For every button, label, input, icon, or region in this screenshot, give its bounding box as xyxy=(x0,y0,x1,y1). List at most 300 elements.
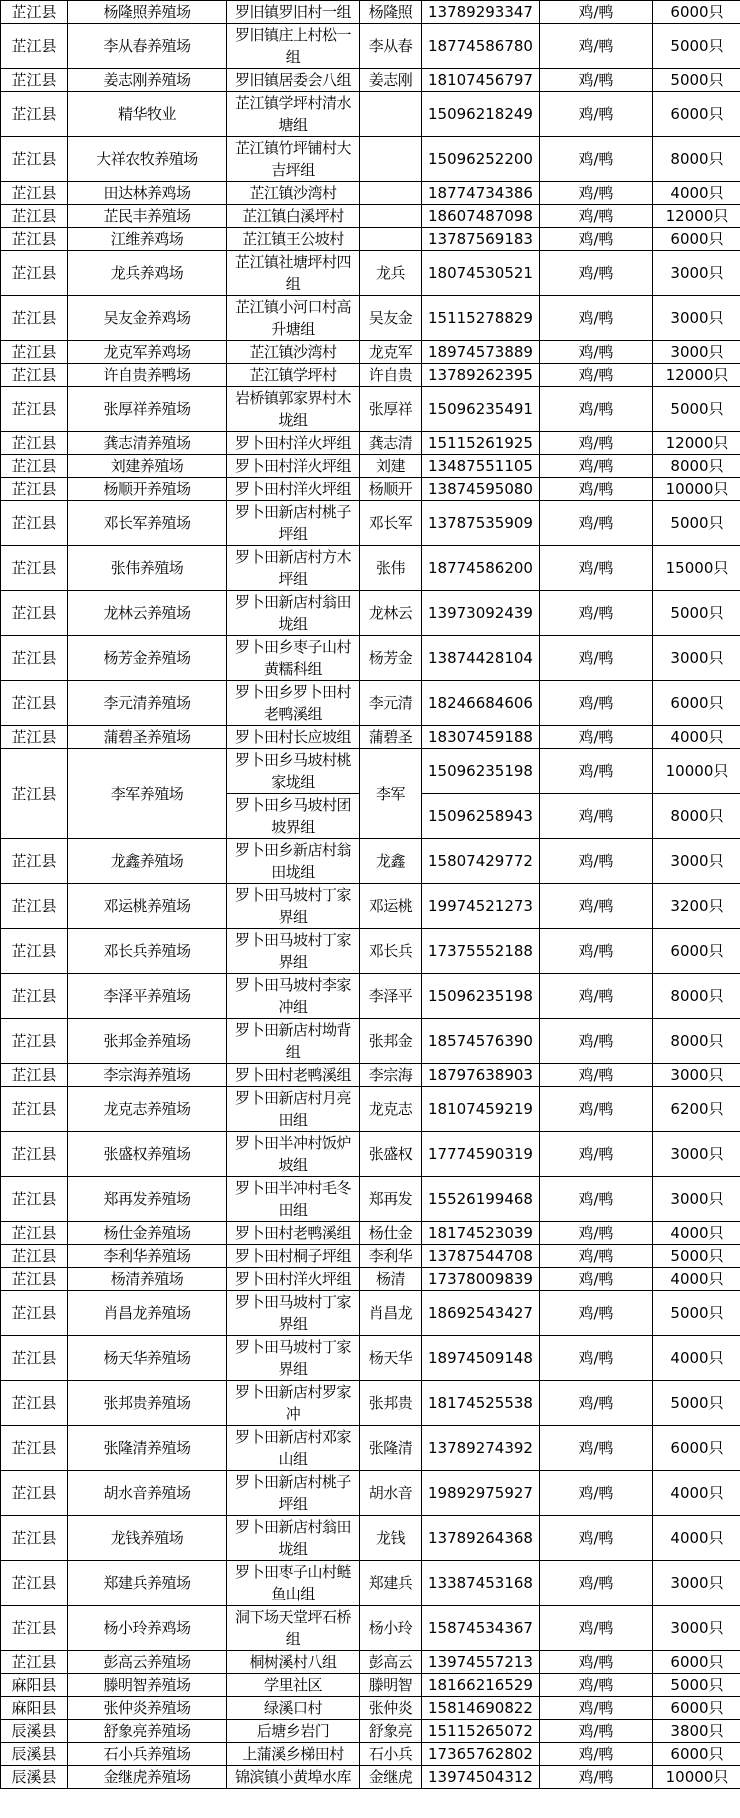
table-row xyxy=(1,478,740,501)
table-row xyxy=(1,1426,740,1471)
phone-cell: 18174523039 xyxy=(422,1222,540,1245)
county-cell: 芷江县 xyxy=(1,1561,68,1606)
type-cell: 鸡/鸭 xyxy=(540,387,653,432)
phone-cell: 18574576390 xyxy=(422,1019,540,1064)
table-row xyxy=(1,1743,740,1766)
contact-cell: 杨顺开 xyxy=(360,478,422,501)
type-cell: 鸡/鸭 xyxy=(540,432,653,455)
address-cell: 罗卜田新店村月亮田组 xyxy=(227,1087,360,1132)
quantity-cell: 4000只 xyxy=(653,726,740,749)
contact-cell: 杨隆照 xyxy=(360,1,422,24)
address-cell: 罗卜田村老鸭溪组 xyxy=(227,1064,360,1087)
table-row xyxy=(1,749,740,794)
farm-name-cell: 舒象亮养殖场 xyxy=(68,1720,227,1743)
county-cell: 芷江县 xyxy=(1,1087,68,1132)
type-cell: 鸡/鸭 xyxy=(540,1336,653,1381)
phone-cell: 15096235198 xyxy=(422,974,540,1019)
phone-cell: 17774590319 xyxy=(422,1132,540,1177)
contact-cell: 龙克军 xyxy=(360,341,422,364)
quantity-cell: 12000只 xyxy=(653,432,740,455)
address-cell: 罗卜田乡枣子山村黄糯科组 xyxy=(227,636,360,681)
type-cell: 鸡/鸭 xyxy=(540,839,653,884)
table-row xyxy=(1,681,740,726)
farm-name-cell: 芷民丰养殖场 xyxy=(68,205,227,228)
farm-name-cell: 龙克志养殖场 xyxy=(68,1087,227,1132)
table-row xyxy=(1,1697,740,1720)
address-cell: 罗卜田乡马坡村团坡界组 xyxy=(227,794,360,839)
farm-name-cell: 杨清养殖场 xyxy=(68,1268,227,1291)
farm-name-cell: 张厚祥养殖场 xyxy=(68,387,227,432)
farm-name-cell: 金继虎养殖场 xyxy=(68,1766,227,1789)
address-cell: 芷江镇沙湾村 xyxy=(227,182,360,205)
county-cell: 芷江县 xyxy=(1,1606,68,1651)
quantity-cell: 10000只 xyxy=(653,478,740,501)
contact-cell: 杨天华 xyxy=(360,1336,422,1381)
type-cell: 鸡/鸭 xyxy=(540,296,653,341)
phone-cell: 13787544708 xyxy=(422,1245,540,1268)
county-cell: 芷江县 xyxy=(1,1268,68,1291)
address-cell: 罗卜田村桐子坪组 xyxy=(227,1245,360,1268)
address-cell: 罗旧镇庄上村松一组 xyxy=(227,24,360,69)
phone-cell: 13874595080 xyxy=(422,478,540,501)
farm-name-cell: 邓长军养殖场 xyxy=(68,501,227,546)
farm-name-cell: 杨小玲养鸡场 xyxy=(68,1606,227,1651)
farm-name-cell: 李利华养殖场 xyxy=(68,1245,227,1268)
farm-name-cell: 张邦贵养殖场 xyxy=(68,1381,227,1426)
phone-cell: 15096218249 xyxy=(422,92,540,137)
county-cell: 芷江县 xyxy=(1,1336,68,1381)
farm-name-cell: 李宗海养殖场 xyxy=(68,1064,227,1087)
county-cell: 芷江县 xyxy=(1,478,68,501)
contact-cell: 李军 xyxy=(360,749,422,839)
farm-name-cell: 杨天华养殖场 xyxy=(68,1336,227,1381)
contact-cell: 李利华 xyxy=(360,1245,422,1268)
type-cell: 鸡/鸭 xyxy=(540,636,653,681)
farm-name-cell: 龙钱养殖场 xyxy=(68,1516,227,1561)
phone-cell: 15526199468 xyxy=(422,1177,540,1222)
type-cell: 鸡/鸭 xyxy=(540,1087,653,1132)
farm-name-cell: 郑再发养殖场 xyxy=(68,1177,227,1222)
contact-cell: 李宗海 xyxy=(360,1064,422,1087)
table-row xyxy=(1,1766,740,1789)
type-cell: 鸡/鸭 xyxy=(540,1291,653,1336)
phone-cell: 18797638903 xyxy=(422,1064,540,1087)
farm-name-cell: 精华牧业 xyxy=(68,92,227,137)
address-cell: 罗卜田新店村坳背组 xyxy=(227,1019,360,1064)
county-cell: 芷江县 xyxy=(1,1516,68,1561)
phone-cell: 15096235198 xyxy=(422,749,540,794)
type-cell: 鸡/鸭 xyxy=(540,1516,653,1561)
county-cell: 芷江县 xyxy=(1,749,68,839)
table-row xyxy=(1,341,740,364)
contact-cell xyxy=(360,137,422,182)
county-cell: 芷江县 xyxy=(1,546,68,591)
farm-name-cell: 杨芳金养殖场 xyxy=(68,636,227,681)
county-cell: 芷江县 xyxy=(1,681,68,726)
county-cell: 芷江县 xyxy=(1,726,68,749)
farm-name-cell: 蒲碧圣养殖场 xyxy=(68,726,227,749)
farm-name-cell: 张仲炎养殖场 xyxy=(68,1697,227,1720)
phone-cell: 13387453168 xyxy=(422,1561,540,1606)
address-cell: 桐树溪村八组 xyxy=(227,1651,360,1674)
type-cell: 鸡/鸭 xyxy=(540,1743,653,1766)
county-cell: 芷江县 xyxy=(1,1471,68,1516)
county-cell: 芷江县 xyxy=(1,69,68,92)
contact-cell: 许自贵 xyxy=(360,364,422,387)
table-row xyxy=(1,1336,740,1381)
county-cell: 芷江县 xyxy=(1,501,68,546)
farm-name-cell: 李军养殖场 xyxy=(68,749,227,839)
quantity-cell: 5000只 xyxy=(653,1674,740,1697)
table-row xyxy=(1,137,740,182)
phone-cell: 13789293347 xyxy=(422,1,540,24)
phone-cell: 15096235491 xyxy=(422,387,540,432)
contact-cell: 龙鑫 xyxy=(360,839,422,884)
address-cell: 芷江镇社塘坪村四组 xyxy=(227,251,360,296)
table-row xyxy=(1,1064,740,1087)
contact-cell: 舒象亮 xyxy=(360,1720,422,1743)
table-row xyxy=(1,884,740,929)
county-cell: 芷江县 xyxy=(1,884,68,929)
farm-name-cell: 江维养鸡场 xyxy=(68,228,227,251)
contact-cell: 张盛权 xyxy=(360,1132,422,1177)
quantity-cell: 3000只 xyxy=(653,1132,740,1177)
farm-name-cell: 龚志清养殖场 xyxy=(68,432,227,455)
county-cell: 芷江县 xyxy=(1,205,68,228)
address-cell: 上蒲溪乡梯田村 xyxy=(227,1743,360,1766)
county-cell: 芷江县 xyxy=(1,1019,68,1064)
address-cell: 罗卜田新店村桃子坪组 xyxy=(227,1471,360,1516)
quantity-cell: 3200只 xyxy=(653,884,740,929)
address-cell: 芷江镇王公坡村 xyxy=(227,228,360,251)
county-cell: 芷江县 xyxy=(1,1291,68,1336)
type-cell: 鸡/鸭 xyxy=(540,501,653,546)
county-cell: 芷江县 xyxy=(1,1132,68,1177)
table-row xyxy=(1,182,740,205)
address-cell: 罗卜田村长应坡组 xyxy=(227,726,360,749)
phone-cell: 19974521273 xyxy=(422,884,540,929)
type-cell: 鸡/鸭 xyxy=(540,364,653,387)
type-cell: 鸡/鸭 xyxy=(540,974,653,1019)
quantity-cell: 4000只 xyxy=(653,182,740,205)
address-cell: 罗卜田半冲村饭炉坡组 xyxy=(227,1132,360,1177)
contact-cell: 龙克志 xyxy=(360,1087,422,1132)
contact-cell: 肖昌龙 xyxy=(360,1291,422,1336)
type-cell: 鸡/鸭 xyxy=(540,341,653,364)
quantity-cell: 8000只 xyxy=(653,1019,740,1064)
table-row xyxy=(1,1516,740,1561)
phone-cell: 15096258943 xyxy=(422,794,540,839)
address-cell: 罗卜田新店村翁田垅组 xyxy=(227,1516,360,1561)
contact-cell: 张仲炎 xyxy=(360,1697,422,1720)
table-row xyxy=(1,1245,740,1268)
address-cell: 后塘乡岩门 xyxy=(227,1720,360,1743)
contact-cell xyxy=(360,92,422,137)
contact-cell: 杨仕金 xyxy=(360,1222,422,1245)
quantity-cell: 8000只 xyxy=(653,137,740,182)
county-cell: 芷江县 xyxy=(1,92,68,137)
type-cell: 鸡/鸭 xyxy=(540,1674,653,1697)
address-cell: 罗卜田乡罗卜田村老鸭溪组 xyxy=(227,681,360,726)
phone-cell: 18974573889 xyxy=(422,341,540,364)
table-row xyxy=(1,1019,740,1064)
address-cell: 罗卜田村洋火坪组 xyxy=(227,432,360,455)
phone-cell: 18692543427 xyxy=(422,1291,540,1336)
type-cell: 鸡/鸭 xyxy=(540,455,653,478)
table-row xyxy=(1,974,740,1019)
county-cell: 芷江县 xyxy=(1,1064,68,1087)
county-cell: 芷江县 xyxy=(1,455,68,478)
type-cell: 鸡/鸭 xyxy=(540,1471,653,1516)
phone-cell: 13787535909 xyxy=(422,501,540,546)
quantity-cell: 6000只 xyxy=(653,929,740,974)
county-cell: 芷江县 xyxy=(1,296,68,341)
table-row xyxy=(1,69,740,92)
contact-cell: 龙钱 xyxy=(360,1516,422,1561)
type-cell: 鸡/鸭 xyxy=(540,591,653,636)
table-row xyxy=(1,1720,740,1743)
address-cell: 绿溪口村 xyxy=(227,1697,360,1720)
table-row xyxy=(1,1291,740,1336)
address-cell: 罗卜田乡新店村翁田垅组 xyxy=(227,839,360,884)
quantity-cell: 5000只 xyxy=(653,24,740,69)
county-cell: 芷江县 xyxy=(1,1426,68,1471)
contact-cell: 张厚祥 xyxy=(360,387,422,432)
county-cell: 芷江县 xyxy=(1,1,68,24)
county-cell: 芷江县 xyxy=(1,1651,68,1674)
contact-cell: 石小兵 xyxy=(360,1743,422,1766)
phone-cell: 15814690822 xyxy=(422,1697,540,1720)
address-cell: 芷江镇竹坪铺村大吉坪组 xyxy=(227,137,360,182)
phone-cell: 13974557213 xyxy=(422,1651,540,1674)
contact-cell: 郑建兵 xyxy=(360,1561,422,1606)
phone-cell: 13789264368 xyxy=(422,1516,540,1561)
type-cell: 鸡/鸭 xyxy=(540,546,653,591)
table-row xyxy=(1,546,740,591)
table-row xyxy=(1,1222,740,1245)
phone-cell: 18974509148 xyxy=(422,1336,540,1381)
phone-cell: 13973092439 xyxy=(422,591,540,636)
quantity-cell: 3000只 xyxy=(653,1606,740,1651)
quantity-cell: 12000只 xyxy=(653,205,740,228)
type-cell: 鸡/鸭 xyxy=(540,1766,653,1789)
county-cell: 芷江县 xyxy=(1,1245,68,1268)
address-cell: 芷江镇学坪村 xyxy=(227,364,360,387)
contact-cell: 吴友金 xyxy=(360,296,422,341)
type-cell: 鸡/鸭 xyxy=(540,681,653,726)
type-cell: 鸡/鸭 xyxy=(540,1606,653,1651)
table-row xyxy=(1,636,740,681)
county-cell: 芷江县 xyxy=(1,839,68,884)
quantity-cell: 10000只 xyxy=(653,1766,740,1789)
quantity-cell: 3000只 xyxy=(653,296,740,341)
address-cell: 洞下场天堂坪石桥组 xyxy=(227,1606,360,1651)
table-row xyxy=(1,228,740,251)
type-cell: 鸡/鸭 xyxy=(540,1381,653,1426)
contact-cell: 龙林云 xyxy=(360,591,422,636)
contact-cell: 李从春 xyxy=(360,24,422,69)
type-cell: 鸡/鸭 xyxy=(540,1019,653,1064)
table-row xyxy=(1,1268,740,1291)
county-cell: 芷江县 xyxy=(1,1177,68,1222)
address-cell: 罗卜田新店村方木坪组 xyxy=(227,546,360,591)
quantity-cell: 5000只 xyxy=(653,591,740,636)
quantity-cell: 5000只 xyxy=(653,387,740,432)
phone-cell: 17378009839 xyxy=(422,1268,540,1291)
quantity-cell: 3000只 xyxy=(653,341,740,364)
quantity-cell: 4000只 xyxy=(653,1471,740,1516)
table-row xyxy=(1,432,740,455)
table-row xyxy=(1,591,740,636)
type-cell: 鸡/鸭 xyxy=(540,1132,653,1177)
table-row xyxy=(1,92,740,137)
farm-name-cell: 李从春养殖场 xyxy=(68,24,227,69)
address-cell: 芷江镇沙湾村 xyxy=(227,341,360,364)
farm-name-cell: 张伟养殖场 xyxy=(68,546,227,591)
address-cell: 芷江镇白溪坪村 xyxy=(227,205,360,228)
type-cell: 鸡/鸭 xyxy=(540,1697,653,1720)
type-cell: 鸡/鸭 xyxy=(540,1426,653,1471)
table-row xyxy=(1,726,740,749)
quantity-cell: 3000只 xyxy=(653,1064,740,1087)
phone-cell: 13789274392 xyxy=(422,1426,540,1471)
contact-cell: 杨芳金 xyxy=(360,636,422,681)
contact-cell: 邓长军 xyxy=(360,501,422,546)
phone-cell: 18774586780 xyxy=(422,24,540,69)
phone-cell: 18307459188 xyxy=(422,726,540,749)
contact-cell: 李泽平 xyxy=(360,974,422,1019)
farm-name-cell: 吴友金养鸡场 xyxy=(68,296,227,341)
farm-name-cell: 姜志刚养殖场 xyxy=(68,69,227,92)
address-cell: 罗卜田新店村桃子坪组 xyxy=(227,501,360,546)
table-row xyxy=(1,1471,740,1516)
address-cell: 罗卜田村洋火坪组 xyxy=(227,1268,360,1291)
county-cell: 芷江县 xyxy=(1,432,68,455)
address-cell: 芷江镇学坪村清水塘组 xyxy=(227,92,360,137)
quantity-cell: 3800只 xyxy=(653,1720,740,1743)
type-cell: 鸡/鸭 xyxy=(540,1268,653,1291)
type-cell: 鸡/鸭 xyxy=(540,69,653,92)
type-cell: 鸡/鸭 xyxy=(540,794,653,839)
farm-name-cell: 彭高云养殖场 xyxy=(68,1651,227,1674)
contact-cell: 姜志刚 xyxy=(360,69,422,92)
quantity-cell: 6000只 xyxy=(653,1426,740,1471)
contact-cell: 张邦贵 xyxy=(360,1381,422,1426)
contact-cell: 李元清 xyxy=(360,681,422,726)
type-cell: 鸡/鸭 xyxy=(540,1651,653,1674)
quantity-cell: 6000只 xyxy=(653,1651,740,1674)
type-cell: 鸡/鸭 xyxy=(540,478,653,501)
farm-name-cell: 刘建养殖场 xyxy=(68,455,227,478)
table-row xyxy=(1,1132,740,1177)
quantity-cell: 3000只 xyxy=(653,1561,740,1606)
county-cell: 辰溪县 xyxy=(1,1743,68,1766)
address-cell: 罗卜田马坡村丁家界组 xyxy=(227,884,360,929)
county-cell: 芷江县 xyxy=(1,137,68,182)
contact-cell: 龚志清 xyxy=(360,432,422,455)
quantity-cell: 8000只 xyxy=(653,455,740,478)
county-cell: 芷江县 xyxy=(1,24,68,69)
type-cell: 鸡/鸭 xyxy=(540,1245,653,1268)
farm-name-cell: 杨顺开养殖场 xyxy=(68,478,227,501)
type-cell: 鸡/鸭 xyxy=(540,92,653,137)
county-cell: 芷江县 xyxy=(1,929,68,974)
type-cell: 鸡/鸭 xyxy=(540,24,653,69)
phone-cell: 13787569183 xyxy=(422,228,540,251)
quantity-cell: 15000只 xyxy=(653,546,740,591)
type-cell: 鸡/鸭 xyxy=(540,137,653,182)
phone-cell: 15115278829 xyxy=(422,296,540,341)
quantity-cell: 8000只 xyxy=(653,794,740,839)
phone-cell: 18607487098 xyxy=(422,205,540,228)
contact-cell: 邓运桃 xyxy=(360,884,422,929)
phone-cell: 18166216529 xyxy=(422,1674,540,1697)
farm-name-cell: 邓长兵养殖场 xyxy=(68,929,227,974)
quantity-cell: 6000只 xyxy=(653,228,740,251)
contact-cell: 金继虎 xyxy=(360,1766,422,1789)
contact-cell: 邓长兵 xyxy=(360,929,422,974)
county-cell: 辰溪县 xyxy=(1,1766,68,1789)
address-cell: 芷江镇小河口村高升塘组 xyxy=(227,296,360,341)
phone-cell: 18174525538 xyxy=(422,1381,540,1426)
table-row xyxy=(1,364,740,387)
contact-cell: 彭高云 xyxy=(360,1651,422,1674)
address-cell: 罗卜田村老鸭溪组 xyxy=(227,1222,360,1245)
table-row xyxy=(1,251,740,296)
farm-name-cell: 石小兵养殖场 xyxy=(68,1743,227,1766)
farm-name-cell: 胡水音养殖场 xyxy=(68,1471,227,1516)
farm-name-cell: 龙克军养鸡场 xyxy=(68,341,227,364)
contact-cell: 杨小玲 xyxy=(360,1606,422,1651)
quantity-cell: 12000只 xyxy=(653,364,740,387)
contact-cell: 蒲碧圣 xyxy=(360,726,422,749)
farm-name-cell: 邓运桃养殖场 xyxy=(68,884,227,929)
phone-cell: 13789262395 xyxy=(422,364,540,387)
address-cell: 罗卜田乡马坡村桃家垅组 xyxy=(227,749,360,794)
type-cell: 鸡/鸭 xyxy=(540,251,653,296)
phone-cell: 17375552188 xyxy=(422,929,540,974)
quantity-cell: 5000只 xyxy=(653,1291,740,1336)
address-cell: 锦滨镇小黄埠水库 xyxy=(227,1766,360,1789)
address-cell: 罗卜田新店村邓家山组 xyxy=(227,1426,360,1471)
county-cell: 芷江县 xyxy=(1,341,68,364)
contact-cell: 张邦金 xyxy=(360,1019,422,1064)
county-cell: 芷江县 xyxy=(1,364,68,387)
address-cell: 罗卜田马坡村丁家界组 xyxy=(227,1336,360,1381)
farm-name-cell: 肖昌龙养殖场 xyxy=(68,1291,227,1336)
quantity-cell: 3000只 xyxy=(653,1177,740,1222)
table-body xyxy=(1,1,740,1789)
farm-name-cell: 龙林云养殖场 xyxy=(68,591,227,636)
county-cell: 麻阳县 xyxy=(1,1697,68,1720)
type-cell: 鸡/鸭 xyxy=(540,749,653,794)
phone-cell: 18774586200 xyxy=(422,546,540,591)
table-row xyxy=(1,1674,740,1697)
farm-name-cell: 张隆清养殖场 xyxy=(68,1426,227,1471)
county-cell: 芷江县 xyxy=(1,636,68,681)
contact-cell: 胡水音 xyxy=(360,1471,422,1516)
quantity-cell: 6000只 xyxy=(653,1743,740,1766)
county-cell: 麻阳县 xyxy=(1,1674,68,1697)
quantity-cell: 5000只 xyxy=(653,1245,740,1268)
quantity-cell: 6000只 xyxy=(653,92,740,137)
quantity-cell: 4000只 xyxy=(653,1516,740,1561)
quantity-cell: 4000只 xyxy=(653,1222,740,1245)
quantity-cell: 6000只 xyxy=(653,681,740,726)
phone-cell: 17365762802 xyxy=(422,1743,540,1766)
table-row xyxy=(1,1561,740,1606)
address-cell: 罗卜田半冲村毛冬田组 xyxy=(227,1177,360,1222)
